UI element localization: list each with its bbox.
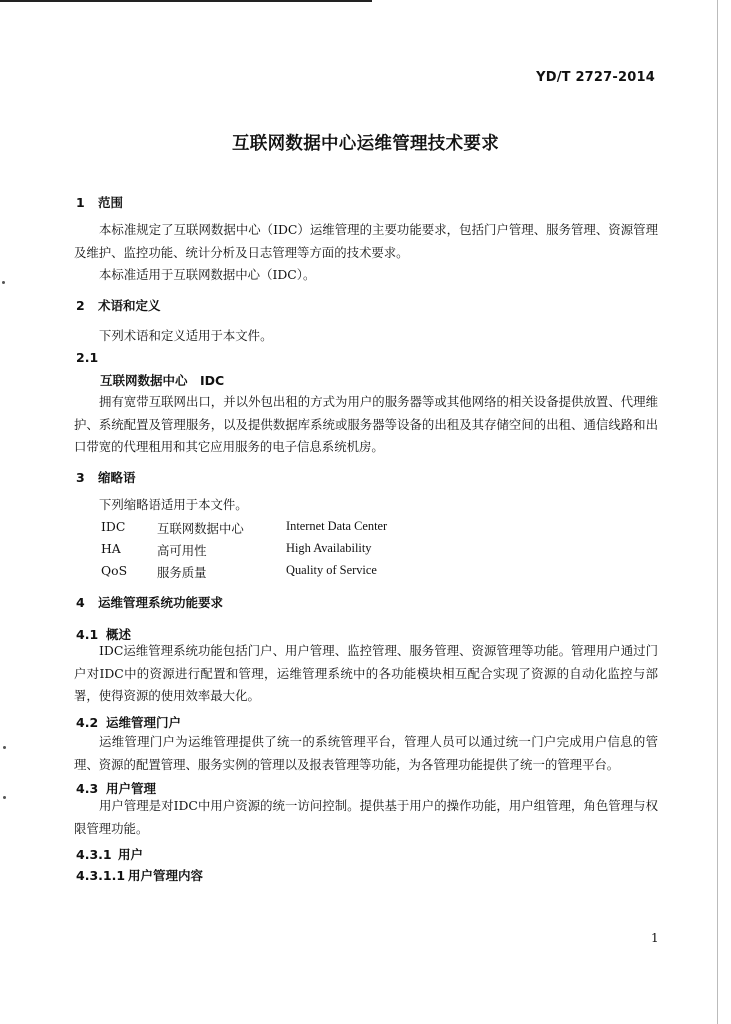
clause-title: 用户管理内容 [128, 868, 204, 883]
clause-4-3-paragraph: 用户管理是对IDC中用户资源的统一访问控制。提供基于用户的操作功能，用户组管理，角色管理与权限管理功能。 [74, 798, 658, 836]
abbreviation-english: High Availability [286, 541, 372, 555]
section-3-heading [76, 468, 136, 486]
clause-4-2-heading [76, 713, 181, 731]
abbreviation-chinese: 互联网数据中心 [157, 521, 244, 536]
scan-speck [3, 746, 6, 749]
section-number: 1 [76, 195, 85, 210]
section-title: 缩略语 [98, 470, 136, 485]
section-number: 2 [76, 298, 85, 313]
term-heading: 互联网数据中心 IDC [100, 373, 225, 388]
clause-number: 4.2 [76, 715, 99, 730]
clause-title: 用户管理 [106, 781, 157, 796]
abbreviation: IDC [101, 519, 126, 534]
section-title: 术语和定义 [98, 298, 161, 313]
section-2-heading [76, 296, 161, 314]
section-number: 3 [76, 470, 85, 485]
abbreviation: HA [101, 541, 121, 556]
clause-title: 用户 [118, 847, 144, 862]
section-3-paragraph: 下列缩略语适用于本文件。 [99, 497, 248, 512]
clause-title: 概述 [106, 627, 132, 642]
section-2-paragraph: 下列术语和定义适用于本文件。 [99, 328, 273, 343]
abbreviation: QoS [101, 563, 128, 578]
section-4-heading [76, 593, 223, 611]
document-title: 互联网数据中心运维管理技术要求 [232, 134, 499, 154]
scan-edge-top [0, 0, 372, 2]
clause-number: 4.1 [76, 627, 99, 642]
clause-number: 4.3.1.1 [76, 868, 126, 883]
clause-4-3-1-heading [76, 845, 143, 863]
document-code: YD/T 2727-2014 [536, 70, 655, 85]
section-title: 范围 [98, 195, 124, 210]
abbreviation-chinese: 高可用性 [157, 543, 207, 558]
clause-4-3-1-1-heading [76, 866, 203, 884]
page-number: 1 [651, 931, 659, 945]
section-1-heading [76, 193, 123, 211]
clause-title: 运维管理门户 [106, 715, 182, 730]
clause-4-2-paragraph: 运维管理门户为运维管理提供了统一的系统管理平台，管理人员可以通过统一门户完成用户信息的管理、资源的配置管理、服务实例的管理以及报表管理等功能，为各管理功能提供了统一的管理平台。 [74, 734, 658, 772]
clause-4-1-paragraph: IDC运维管理系统功能包括门户、用户管理、监控管理、服务管理、资源管理等功能。管理用户通过门户对IDC中的资源进行配置和管理，运维管理系统中的各功能模块相互配合实现了资源的自动化监控与部署，使得资源的使用效率最大化。 [74, 643, 658, 704]
scan-speck [3, 796, 6, 799]
section-number: 4 [76, 595, 85, 610]
section-1-paragraph-1: 本标准规定了互联网数据中心（IDC）运维管理的主要功能要求，包括门户管理、服务管理、资源管理及维护、监控功能、统计分析及日志管理等方面的技术要求。 [74, 222, 658, 260]
clause-2-1-number: 2.1 [76, 350, 99, 365]
section-1-paragraph-2: 本标准适用于互联网数据中心（IDC）。 [99, 267, 316, 282]
abbreviation-english: Internet Data Center [286, 519, 388, 533]
abbreviation-chinese: 服务质量 [157, 565, 207, 580]
term-definition: 拥有宽带互联网出口，并以外包出租的方式为用户的服务器等或其他网络的相关设备提供放置、代理维护、系统配置及管理服务，以及提供数据库系统或服务器等设备的出租及其存储空间的出租、通信线路和出口带宽的代理租用和其它应用服务的电子信息系统机房。 [74, 394, 658, 455]
clause-number: 4.3 [76, 781, 99, 796]
scan-speck [2, 281, 5, 284]
section-title: 运维管理系统功能要求 [98, 595, 224, 610]
clause-number: 4.3.1 [76, 847, 112, 862]
abbreviation-english: Quality of Service [286, 563, 377, 577]
